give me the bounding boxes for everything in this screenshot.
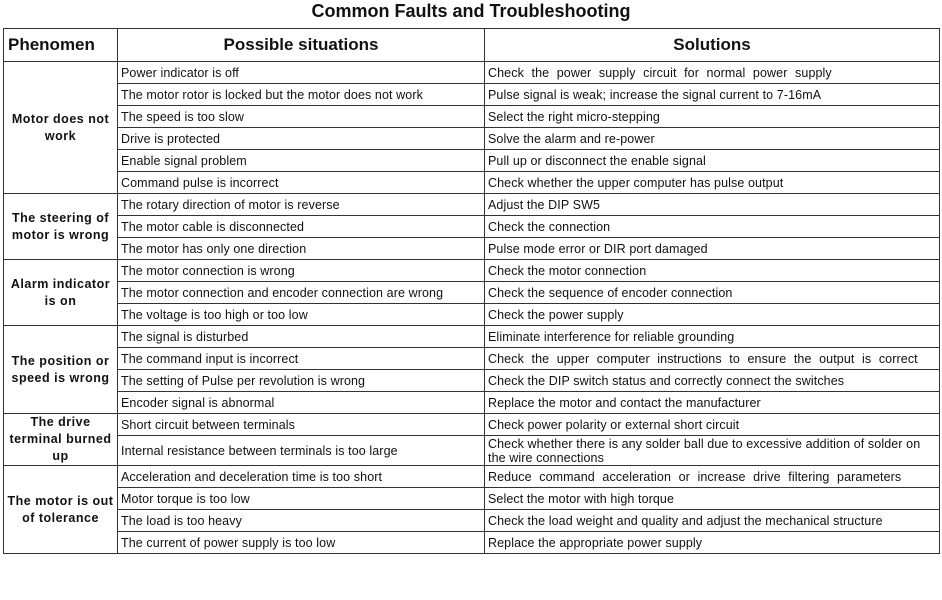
situation-cell: The load is too heavy (118, 510, 485, 532)
table-row (4, 436, 940, 466)
solution-cell: Solve the alarm and re-power (485, 128, 940, 150)
table-row (4, 128, 940, 150)
solution-cell: Check the power supply (485, 304, 940, 326)
solution-cell: Check the sequence of encoder connection (485, 282, 940, 304)
solution-cell: Adjust the DIP SW5 (485, 194, 940, 216)
solution-cell: Replace the appropriate power supply (485, 532, 940, 554)
solution-cell: Pull up or disconnect the enable signal (485, 150, 940, 172)
solution-cell: Check power polarity or external short circuit (485, 414, 940, 436)
table-row (4, 282, 940, 304)
table-row (4, 238, 940, 260)
phenomenon-cell: The drive terminal burned up (4, 414, 118, 466)
solution-cell: Check the motor connection (485, 260, 940, 282)
page-title: Common Faults and Troubleshooting (311, 1, 631, 21)
table-row (4, 84, 940, 106)
table-row (4, 172, 940, 194)
table-row (4, 260, 940, 282)
table-row (4, 194, 940, 216)
header-phenomenon: Phenomen (4, 29, 118, 62)
header-possible-situations: Possible situations (118, 29, 485, 62)
solution-cell: Check the connection (485, 216, 940, 238)
phenomenon-cell: The steering of motor is wrong (4, 194, 118, 260)
situation-cell: The current of power supply is too low (118, 532, 485, 554)
situation-cell: Command pulse is incorrect (118, 172, 485, 194)
solution-cell: Check the power supply circuit for normal power supply (485, 62, 940, 84)
situation-cell: The command input is incorrect (118, 348, 485, 370)
solution-cell: Check whether the upper computer has pulse output (485, 172, 940, 194)
phenomenon-cell: The motor is out of tolerance (4, 466, 118, 554)
table-row (4, 62, 940, 84)
situation-cell: Power indicator is off (118, 62, 485, 84)
situation-cell: The rotary direction of motor is reverse (118, 194, 485, 216)
situation-cell: Short circuit between terminals (118, 414, 485, 436)
table-row (4, 304, 940, 326)
table-row (4, 532, 940, 554)
situation-cell: Acceleration and deceleration time is too short (118, 466, 485, 488)
situation-cell: The signal is disturbed (118, 326, 485, 348)
situation-cell: Internal resistance between terminals is too large (118, 436, 485, 466)
situation-cell: The motor rotor is locked but the motor does not work (118, 84, 485, 106)
situation-cell: Drive is protected (118, 128, 485, 150)
solution-cell: Check the upper computer instructions to ensure the output is correct (485, 348, 940, 370)
table-row (4, 466, 940, 488)
situation-cell: The setting of Pulse per revolution is wrong (118, 370, 485, 392)
table-row (4, 414, 940, 436)
table-row (4, 326, 940, 348)
solution-cell: Select the right micro-stepping (485, 106, 940, 128)
table-row (4, 216, 940, 238)
situation-cell: The motor connection and encoder connection are wrong (118, 282, 485, 304)
situation-cell: Motor torque is too low (118, 488, 485, 510)
troubleshooting-table (3, 28, 940, 554)
solution-cell: Reduce command acceleration or increase drive filtering parameters (485, 466, 940, 488)
phenomenon-cell: Alarm indicator is on (4, 260, 118, 326)
table-row (4, 510, 940, 532)
solution-cell: Select the motor with high torque (485, 488, 940, 510)
table-header-row (4, 29, 940, 62)
header-solutions: Solutions (485, 29, 940, 62)
phenomenon-cell: Motor does not work (4, 62, 118, 194)
solution-cell: Eliminate interference for reliable grounding (485, 326, 940, 348)
situation-cell: The voltage is too high or too low (118, 304, 485, 326)
situation-cell: Encoder signal is abnormal (118, 392, 485, 414)
situation-cell: The motor connection is wrong (118, 260, 485, 282)
situation-cell: Enable signal problem (118, 150, 485, 172)
solution-cell: Check the DIP switch status and correctly connect the switches (485, 370, 940, 392)
situation-cell: The motor cable is disconnected (118, 216, 485, 238)
table-row (4, 392, 940, 414)
table-body (4, 62, 940, 554)
situation-cell: The motor has only one direction (118, 238, 485, 260)
table-row (4, 370, 940, 392)
table-row (4, 488, 940, 510)
solution-cell: Pulse signal is weak; increase the signal current to 7-16mA (485, 84, 940, 106)
solution-cell: Check whether there is any solder ball due to excessive addition of solder on the wire connections (485, 436, 940, 466)
solution-cell: Replace the motor and contact the manufacturer (485, 392, 940, 414)
table-row (4, 150, 940, 172)
solution-cell: Pulse mode error or DIR port damaged (485, 238, 940, 260)
solution-cell: Check the load weight and quality and adjust the mechanical structure (485, 510, 940, 532)
situation-cell: The speed is too slow (118, 106, 485, 128)
phenomenon-cell: The position or speed is wrong (4, 326, 118, 414)
table-row (4, 106, 940, 128)
table-row (4, 348, 940, 370)
